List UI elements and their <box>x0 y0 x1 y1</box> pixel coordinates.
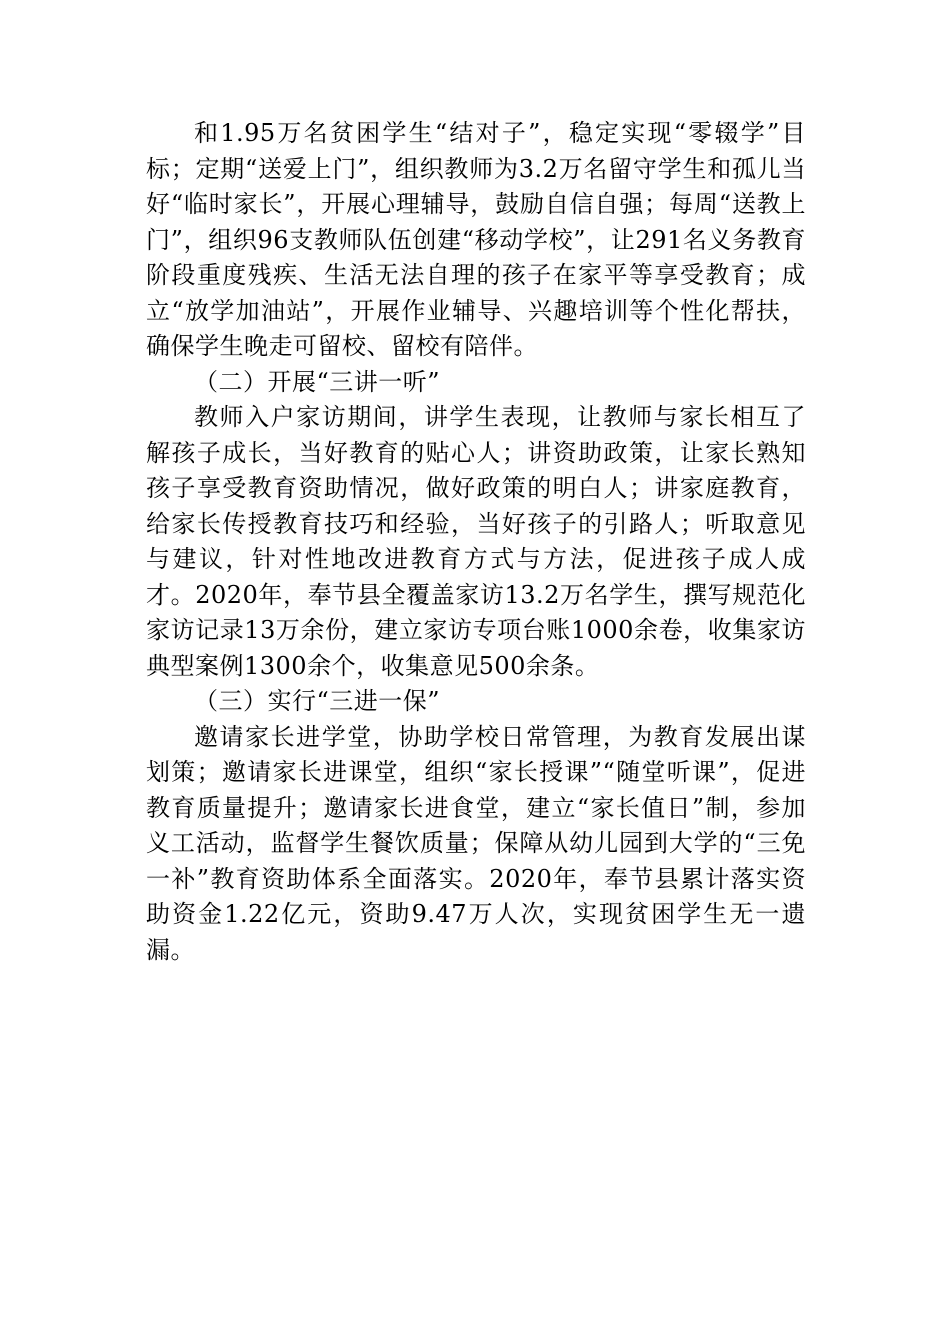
paragraph-continuation: 和1.95万名贫困学生“结对子”，稳定实现“零辍学”目标；定期“送爱上门”，组织教师为3.2万名留守学生和孤儿当好“临时家长”，开展心理辅导，鼓励自信自强；每周“送教上门”，组织96支教师队伍创建“移动学校”，让291名义务教育阶段重度残疾、生活无法自理的孩子在家平等享受教育；成立“放学加油站”，开展作业辅导、兴趣培训等个性化帮扶，确保学生晚走可留校、留校有陪伴。 <box>146 119 806 360</box>
section-heading-3: （三）实行“三进一保” <box>194 687 441 715</box>
paragraph-home-visits: 教师入户家访期间，讲学生表现，让教师与家长相互了解孩子成长，当好教育的贴心人；讲资助政策，让家长熟知孩子享受教育资助情况，做好政策的明白人；讲家庭教育，给家长传授教育技巧和经验，当好孩子的引路人；听取意见与建议，针对性地改进教育方式与方法，促进孩子成人成才。2020年，奉节县全覆盖家访13.2万名学生，撰写规范化家访记录13万余份，建立家访专项台账1000余卷，收集家访典型案例1300余个，收集意见500余条。 <box>146 403 806 680</box>
section-heading-2: （二）开展“三讲一听” <box>194 367 441 396</box>
paragraph-parent-involvement: 邀请家长进学堂，协助学校日常管理，为教育发展出谋划策；邀请家长进课堂，组织“家长授课”“随堂听课”，促进教育质量提升；邀请家长进食堂，建立“家长值日”制，参加义工活动，监督学生餐饮质量；保障从幼儿园到大学的“三免一补”教育资助体系全面落实。2020年，奉节县累计落实资助资金1.22亿元，资助9.47万人次，实现贫困学生无一遗漏。 <box>146 722 806 964</box>
document-body <box>146 116 806 968</box>
